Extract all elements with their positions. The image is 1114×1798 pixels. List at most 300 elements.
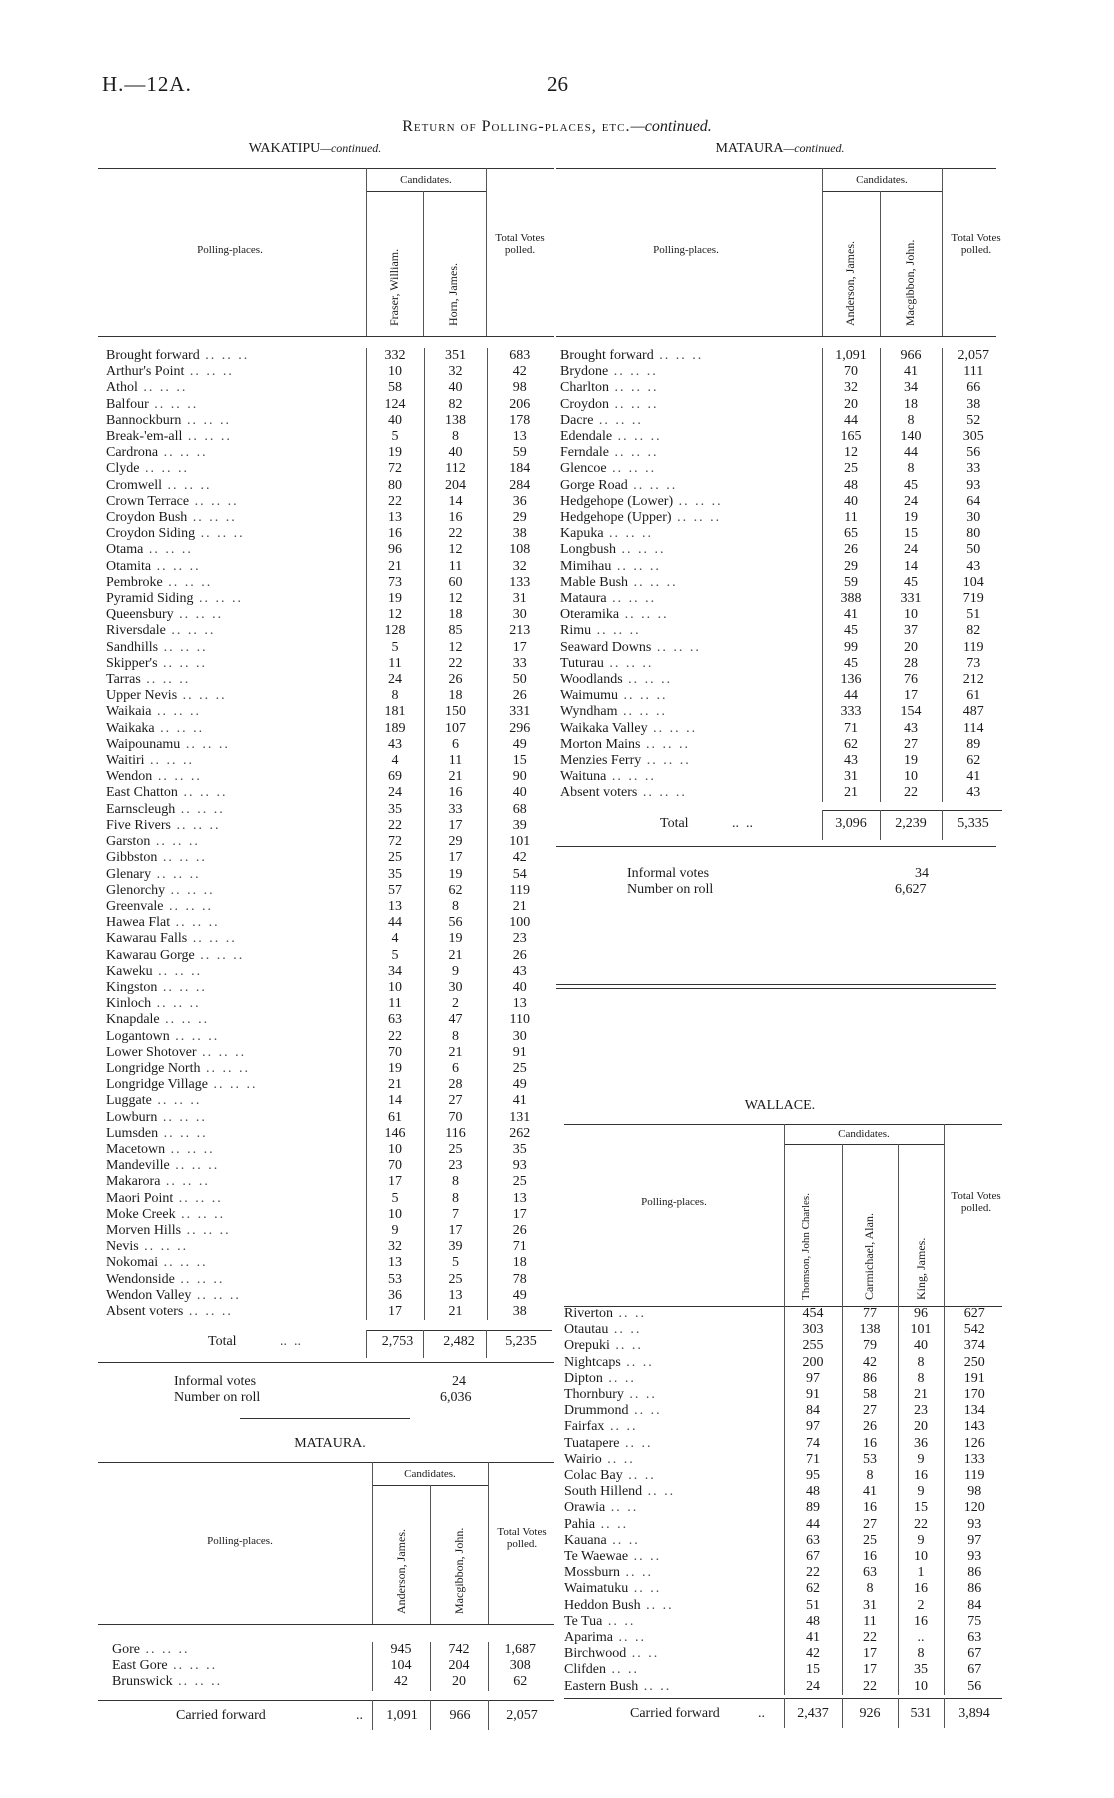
candidate-votes-cell: 89 xyxy=(784,1500,842,1516)
polling-place-name: Makarora xyxy=(106,1174,161,1190)
polling-place-name: Earnscleugh xyxy=(106,801,176,817)
total-votes-cell: 75 xyxy=(944,1614,1004,1630)
dot-leader: .. .. .. xyxy=(158,1125,208,1141)
table-row xyxy=(560,1598,1004,1614)
wakatipu-total-c2: 2,482 xyxy=(443,1334,475,1349)
mataura-cont-candidate-1: Anderson, James. xyxy=(843,241,857,326)
candidate-votes-cell: 62 xyxy=(784,1581,842,1597)
candidate-votes-cell: 204 xyxy=(424,478,487,494)
mataura-cont-candidate-2: Macgibbon, John. xyxy=(903,239,917,326)
polling-place-name: Kingston xyxy=(106,979,158,995)
dot-leader: .. .. .. xyxy=(173,1190,223,1206)
table-row xyxy=(556,704,1004,720)
table-row xyxy=(560,1581,1004,1597)
polling-place-cell xyxy=(102,1239,366,1255)
total-votes-cell: 93 xyxy=(944,1517,1004,1533)
polling-place-cell xyxy=(102,931,366,947)
table-row xyxy=(556,397,1004,413)
candidate-votes-cell: 140 xyxy=(880,429,942,445)
candidate-votes-cell: 62 xyxy=(822,737,880,753)
polling-place-cell xyxy=(102,1158,366,1174)
candidate-votes-cell: 200 xyxy=(784,1355,842,1371)
candidate-votes-cell: 99 xyxy=(822,640,880,656)
candidate-votes-cell: 9 xyxy=(898,1484,944,1500)
candidate-votes-cell: 154 xyxy=(880,704,942,720)
dot-leader: .. .. .. xyxy=(616,542,666,558)
total-votes-cell: 30 xyxy=(487,1029,552,1045)
total-votes-cell: 49 xyxy=(487,737,552,753)
candidate-votes-cell: 22 xyxy=(880,785,942,801)
candidate-votes-cell: 18 xyxy=(880,397,942,413)
candidate-votes-cell: 43 xyxy=(366,737,424,753)
polling-place-name: Five Rivers xyxy=(106,817,171,833)
candidate-votes-cell: 43 xyxy=(880,721,942,737)
dot-leader: .. .. .. xyxy=(139,461,189,477)
candidate-votes-cell: 10 xyxy=(880,607,942,623)
candidate-votes-cell: 21 xyxy=(366,1077,424,1093)
total-votes-cell: 284 xyxy=(487,478,552,494)
wallace-carried-c1: 2,437 xyxy=(797,1706,829,1721)
total-votes-cell: 52 xyxy=(942,413,1004,429)
candidate-votes-cell: 35 xyxy=(366,867,424,883)
table-row xyxy=(102,1045,552,1061)
dot-leader: .. .. .. xyxy=(157,655,208,671)
polling-place-cell xyxy=(556,753,822,769)
polling-place-cell xyxy=(556,461,822,477)
candidate-votes-cell: 21 xyxy=(424,948,487,964)
total-votes-cell: 93 xyxy=(944,1549,1004,1565)
title-continued: —continued. xyxy=(630,118,712,135)
dot-leader: .. .. .. xyxy=(183,1303,233,1319)
candidate-votes-cell: 12 xyxy=(366,607,424,623)
polling-place-cell xyxy=(102,818,366,834)
total-votes-cell: 56 xyxy=(942,445,1004,461)
candidate-votes-cell: 8 xyxy=(366,688,424,704)
polling-place-cell xyxy=(102,348,366,364)
total-votes-cell: 305 xyxy=(942,429,1004,445)
candidate-votes-cell: 32 xyxy=(424,364,487,380)
polling-place-cell xyxy=(556,737,822,753)
candidate-votes-cell: 5 xyxy=(366,640,424,656)
candidate-votes-cell: 104 xyxy=(372,1658,430,1674)
total-votes-cell: 84 xyxy=(944,1598,1004,1614)
table-row xyxy=(102,1012,552,1028)
candidate-votes-cell: 303 xyxy=(784,1322,842,1338)
candidate-votes-cell: 40 xyxy=(822,494,880,510)
candidate-votes-cell: 34 xyxy=(880,380,942,396)
dot-leader: .. .. .. xyxy=(158,445,208,461)
total-votes-cell: 110 xyxy=(487,1012,552,1028)
wakatipu-informal-value: 24 xyxy=(452,1374,466,1389)
polling-place-name: Upper Nevis xyxy=(106,688,178,704)
polling-place-name: Otama xyxy=(106,542,144,558)
polling-place-name: East Gore xyxy=(112,1658,168,1674)
candidate-votes-cell: 16 xyxy=(424,510,487,526)
table-row xyxy=(102,1239,552,1255)
total-votes-cell: 25 xyxy=(487,1174,552,1190)
candidate-votes-cell: 41 xyxy=(822,607,880,623)
polling-place-name: Bannockburn xyxy=(106,412,182,428)
polling-place-name: Aparima xyxy=(564,1630,613,1646)
table-row xyxy=(560,1517,1004,1533)
total-votes-cell: 13 xyxy=(487,996,552,1012)
table-row xyxy=(102,413,552,429)
mataura-cont-places-label: Polling-places. xyxy=(653,244,719,256)
polling-place-cell xyxy=(556,526,822,542)
dot-leader: .. .. .. xyxy=(160,1174,210,1190)
table-row xyxy=(102,364,552,380)
candidate-votes-cell: .. xyxy=(898,1630,944,1646)
table-row xyxy=(556,785,1004,801)
candidate-votes-cell: 15 xyxy=(784,1662,842,1678)
table-row xyxy=(102,769,552,785)
polling-place-name: Glenary xyxy=(106,866,152,882)
total-votes-cell: 82 xyxy=(942,623,1004,639)
dot-leader: .. .. xyxy=(642,1484,676,1500)
polling-place-name: Glenorchy xyxy=(106,882,166,898)
polling-place-cell xyxy=(102,769,366,785)
table-row xyxy=(102,737,552,753)
candidate-votes-cell: 15 xyxy=(898,1500,944,1516)
dot-leader: .. .. .. xyxy=(191,1287,241,1303)
candidate-votes-cell: 8 xyxy=(880,461,942,477)
candidate-votes-cell: 41 xyxy=(880,364,942,380)
table-row xyxy=(102,1255,552,1271)
polling-place-cell xyxy=(102,380,366,396)
polling-place-cell xyxy=(560,1679,784,1695)
candidate-votes-cell: 9 xyxy=(366,1223,424,1239)
dot-leader: .. .. .. xyxy=(151,704,202,720)
mataura-cont-total-leader: .. .. xyxy=(732,816,753,831)
dot-leader: .. .. xyxy=(620,1354,654,1370)
polling-place-cell xyxy=(556,575,822,591)
candidate-votes-cell: 351 xyxy=(424,348,487,364)
polling-place-name: Glencoe xyxy=(560,461,607,477)
total-votes-cell: 25 xyxy=(487,1061,552,1077)
candidate-votes-cell: 44 xyxy=(784,1517,842,1533)
polling-place-name: Waimumu xyxy=(560,688,618,704)
candidate-votes-cell: 204 xyxy=(430,1658,488,1674)
mataura-cont-total-sum: 5,335 xyxy=(957,816,989,831)
dot-leader: .. .. xyxy=(604,1419,638,1435)
candidate-votes-cell: 24 xyxy=(880,494,942,510)
total-votes-cell: 41 xyxy=(942,769,1004,785)
dot-leader: .. .. xyxy=(628,1581,662,1597)
total-votes-cell: 66 xyxy=(942,380,1004,396)
total-votes-cell: 43 xyxy=(942,559,1004,575)
dot-leader: .. .. .. xyxy=(170,817,221,833)
total-votes-cell: 50 xyxy=(487,672,552,688)
polling-place-cell xyxy=(102,429,366,445)
wallace-carried-sum: 3,894 xyxy=(958,1706,990,1721)
total-votes-cell: 184 xyxy=(487,461,552,477)
polling-place-name: Athol xyxy=(106,380,138,396)
candidate-votes-cell: 76 xyxy=(880,672,942,688)
candidate-votes-cell: 97 xyxy=(784,1371,842,1387)
candidate-votes-cell: 37 xyxy=(880,623,942,639)
candidate-votes-cell: 11 xyxy=(842,1614,898,1630)
table-row xyxy=(556,494,1004,510)
wallace-carried-c3: 531 xyxy=(910,1706,932,1721)
polling-place-cell xyxy=(102,559,366,575)
polling-place-cell xyxy=(102,1272,366,1288)
dot-leader: .. .. .. xyxy=(175,1206,226,1222)
candidate-votes-cell: 27 xyxy=(842,1517,898,1533)
candidate-votes-cell: 12 xyxy=(424,591,487,607)
polling-place-name: Ferndale xyxy=(560,445,609,461)
polling-place-name: Waikaia xyxy=(106,704,152,720)
polling-place-name: Tuatapere xyxy=(564,1435,620,1451)
dot-leader: .. .. .. xyxy=(177,688,227,704)
wakatipu-total-label: Total Votes polled. xyxy=(495,232,545,256)
mataura-carried-sum: 2,057 xyxy=(506,1708,538,1723)
dot-leader: .. .. xyxy=(609,1338,643,1354)
mataura-carried-c1: 1,091 xyxy=(386,1708,418,1723)
table-row xyxy=(102,526,552,542)
dot-leader: .. .. .. xyxy=(195,526,245,542)
total-votes-cell: 683 xyxy=(487,348,552,364)
total-votes-cell: 296 xyxy=(487,721,552,737)
total-votes-cell: 13 xyxy=(487,1191,552,1207)
table-row xyxy=(560,1419,1004,1435)
polling-place-name: Skipper's xyxy=(106,655,158,671)
wallace-carried-leader: .. xyxy=(758,1706,765,1721)
candidate-votes-cell: 22 xyxy=(842,1679,898,1695)
dot-leader: .. .. .. xyxy=(619,607,669,623)
candidate-votes-cell: 16 xyxy=(842,1436,898,1452)
candidate-votes-cell: 22 xyxy=(366,494,424,510)
total-votes-cell: 97 xyxy=(944,1533,1004,1549)
table-row xyxy=(102,1110,552,1126)
candidate-votes-cell: 40 xyxy=(424,380,487,396)
candidate-votes-cell: 5 xyxy=(366,1191,424,1207)
candidate-votes-cell: 73 xyxy=(366,575,424,591)
wallace-places-label: Polling-places. xyxy=(641,1196,707,1208)
polling-place-name: Macetown xyxy=(106,1141,166,1157)
candidate-votes-cell: 63 xyxy=(784,1533,842,1549)
polling-place-name: Pahia xyxy=(564,1516,596,1532)
candidate-votes-cell: 11 xyxy=(366,996,424,1012)
polling-place-name: Wyndham xyxy=(560,704,618,720)
polling-place-cell xyxy=(560,1662,784,1678)
mataura-cont-total-c1: 3,096 xyxy=(835,816,867,831)
polling-place-cell xyxy=(560,1468,784,1484)
table-row xyxy=(556,380,1004,396)
dot-leader: .. .. .. xyxy=(640,736,690,752)
total-votes-cell: 86 xyxy=(944,1581,1004,1597)
polling-place-name: Crown Terrace xyxy=(106,493,190,509)
dot-leader: .. .. .. xyxy=(138,1239,189,1255)
table-row xyxy=(556,445,1004,461)
polling-place-cell xyxy=(556,348,822,364)
candidate-votes-cell: 70 xyxy=(366,1045,424,1061)
polling-place-name: Eastern Bush xyxy=(564,1678,639,1694)
dot-leader: .. .. .. xyxy=(671,510,722,526)
polling-place-name: Edendale xyxy=(560,429,613,445)
candidate-votes-cell: 45 xyxy=(822,656,880,672)
polling-place-cell xyxy=(102,915,366,931)
candidate-votes-cell: 74 xyxy=(784,1436,842,1452)
total-votes-cell: 15 xyxy=(487,753,552,769)
candidate-votes-cell: 42 xyxy=(784,1646,842,1662)
polling-place-cell xyxy=(560,1533,784,1549)
candidate-votes-cell: 24 xyxy=(366,672,424,688)
table-row xyxy=(102,1142,552,1158)
candidate-votes-cell: 128 xyxy=(366,623,424,639)
table-row xyxy=(556,721,1004,737)
wakatipu-table xyxy=(102,348,552,1320)
table-row xyxy=(102,802,552,818)
table-row xyxy=(102,1029,552,1045)
candidate-votes-cell: 26 xyxy=(842,1419,898,1435)
dot-leader: .. .. .. xyxy=(148,396,199,412)
total-votes-cell: 51 xyxy=(942,607,1004,623)
polling-place-name: Dipton xyxy=(564,1370,603,1386)
wakatipu-heading-cont: —continued. xyxy=(320,141,382,155)
polling-place-name: Oteramika xyxy=(560,607,620,623)
polling-place-name: Te Tua xyxy=(564,1613,603,1629)
polling-place-cell xyxy=(556,623,822,639)
table-row xyxy=(102,1126,552,1142)
polling-place-cell xyxy=(560,1355,784,1371)
table-row xyxy=(556,737,1004,753)
candidate-votes-cell: 27 xyxy=(880,737,942,753)
wakatipu-total-leader: .. .. xyxy=(280,1334,301,1349)
candidate-votes-cell: 8 xyxy=(424,1029,487,1045)
total-votes-cell: 62 xyxy=(488,1674,552,1690)
candidate-votes-cell: 138 xyxy=(424,413,487,429)
table-row xyxy=(102,688,552,704)
polling-place-cell xyxy=(102,607,366,623)
table-row xyxy=(102,721,552,737)
polling-place-name: Logantown xyxy=(106,1028,170,1044)
polling-place-cell xyxy=(556,656,822,672)
dot-leader: .. .. .. xyxy=(172,1674,223,1690)
polling-place-name: Menzies Ferry xyxy=(560,753,642,769)
polling-place-name: Charlton xyxy=(560,380,609,396)
candidate-votes-cell: 57 xyxy=(366,883,424,899)
polling-place-name: Longridge Village xyxy=(106,1077,208,1093)
total-votes-cell: 134 xyxy=(944,1403,1004,1419)
candidate-votes-cell: 966 xyxy=(880,348,942,364)
total-votes-cell: 308 xyxy=(488,1658,552,1674)
polling-place-cell xyxy=(556,542,822,558)
total-votes-cell: 64 xyxy=(942,494,1004,510)
polling-place-name: Gore xyxy=(112,1642,140,1657)
wakatipu-heading-text: WAKATIPU xyxy=(248,141,321,156)
candidate-votes-cell: 30 xyxy=(424,980,487,996)
dot-leader: .. .. .. xyxy=(162,477,212,493)
candidate-votes-cell: 454 xyxy=(784,1306,842,1322)
candidate-votes-cell: 45 xyxy=(880,478,942,494)
polling-place-cell xyxy=(102,445,366,461)
dot-leader: .. .. .. xyxy=(180,736,230,752)
polling-place-cell xyxy=(102,785,366,801)
dot-leader: .. .. xyxy=(626,1646,660,1662)
total-votes-cell: 41 xyxy=(487,1093,552,1109)
dot-leader: .. .. xyxy=(613,1306,646,1321)
candidate-votes-cell: 96 xyxy=(366,542,424,558)
table-row xyxy=(102,640,552,656)
total-votes-cell: 114 xyxy=(942,721,1004,737)
table-row xyxy=(102,623,552,639)
dot-leader: .. .. .. xyxy=(611,558,661,574)
total-votes-cell: 170 xyxy=(944,1387,1004,1403)
table-row xyxy=(556,591,1004,607)
candidate-votes-cell: 116 xyxy=(424,1126,487,1142)
mataura-table xyxy=(108,1642,552,1691)
polling-place-cell xyxy=(102,640,366,656)
polling-place-name: Nightcaps xyxy=(564,1354,621,1370)
table-row xyxy=(102,1304,552,1320)
candidate-votes-cell: 21 xyxy=(424,1045,487,1061)
candidate-votes-cell: 25 xyxy=(842,1533,898,1549)
total-votes-cell: 98 xyxy=(487,380,552,396)
polling-place-cell xyxy=(556,445,822,461)
candidate-votes-cell: 12 xyxy=(424,542,487,558)
candidate-votes-cell: 29 xyxy=(822,559,880,575)
polling-place-name: Hedgehope (Lower) xyxy=(560,493,674,509)
polling-place-cell xyxy=(102,1288,366,1304)
candidate-votes-cell: 332 xyxy=(366,348,424,364)
table-row xyxy=(556,640,1004,656)
candidate-votes-cell: 9 xyxy=(898,1533,944,1549)
candidate-votes-cell: 14 xyxy=(424,494,487,510)
polling-place-cell xyxy=(102,948,366,964)
candidate-votes-cell: 4 xyxy=(366,753,424,769)
total-votes-cell: 50 xyxy=(942,542,1004,558)
total-votes-cell: 93 xyxy=(942,478,1004,494)
table-row xyxy=(556,429,1004,445)
candidate-votes-cell: 12 xyxy=(822,445,880,461)
candidate-votes-cell: 39 xyxy=(424,1239,487,1255)
table-row xyxy=(560,1614,1004,1630)
polling-place-cell xyxy=(102,850,366,866)
total-votes-cell: 78 xyxy=(487,1272,552,1288)
mataura-cont-heading-cont: —continued. xyxy=(783,141,845,155)
polling-place-name: Woodlands xyxy=(560,672,623,688)
table-row xyxy=(102,996,552,1012)
candidate-votes-cell: 25 xyxy=(822,461,880,477)
table-row xyxy=(102,818,552,834)
polling-place-name: Moke Creek xyxy=(106,1206,176,1222)
total-votes-cell: 67 xyxy=(944,1662,1004,1678)
dot-leader: .. .. .. xyxy=(196,1044,247,1060)
dot-leader: .. .. xyxy=(602,1370,636,1386)
total-votes-cell: 68 xyxy=(487,802,552,818)
dot-leader: .. .. .. xyxy=(137,380,188,396)
polling-place-cell xyxy=(560,1484,784,1500)
total-votes-cell: 212 xyxy=(942,672,1004,688)
candidate-votes-cell: 19 xyxy=(366,591,424,607)
candidate-votes-cell: 9 xyxy=(898,1452,944,1468)
dot-leader: .. .. .. xyxy=(606,591,657,607)
total-votes-cell: 26 xyxy=(487,1223,552,1239)
table-row xyxy=(560,1630,1004,1646)
candidate-votes-cell: 150 xyxy=(424,704,487,720)
polling-place-cell xyxy=(102,964,366,980)
candidate-votes-cell: 40 xyxy=(898,1338,944,1354)
polling-place-name: Brought forward xyxy=(560,348,654,363)
table-row xyxy=(102,964,552,980)
polling-place-name: Arthur's Point xyxy=(106,364,185,380)
candidate-votes-cell: 136 xyxy=(822,672,880,688)
candidate-votes-cell: 95 xyxy=(784,1468,842,1484)
polling-place-cell xyxy=(560,1419,784,1435)
polling-place-cell xyxy=(556,559,822,575)
candidate-votes-cell: 20 xyxy=(898,1419,944,1435)
candidate-votes-cell: 107 xyxy=(424,721,487,737)
